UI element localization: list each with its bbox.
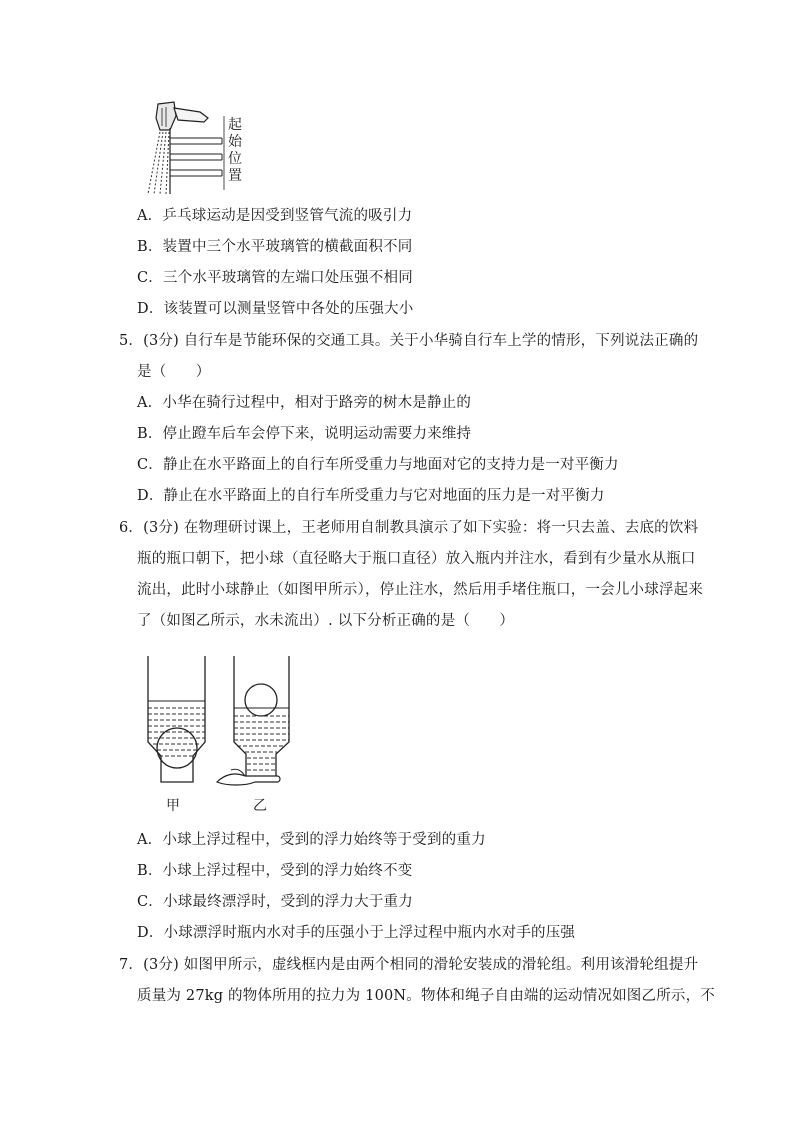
q6-option-c[interactable]: C．小球最终漂浮时，受到的浮力大于重力 bbox=[137, 894, 413, 910]
ball-icon bbox=[157, 728, 197, 768]
q6-option-b[interactable]: B．小球上浮过程中，受到的浮力始终不变 bbox=[137, 863, 413, 879]
q6-figure-jia bbox=[143, 656, 213, 786]
q6-figure-label-yi: 乙 bbox=[253, 798, 267, 814]
q4-option-c[interactable]: C．三个水平玻璃管的左端口处压强不相同 bbox=[137, 270, 413, 286]
q5-option-a[interactable]: A．小华在骑行过程中，相对于路旁的树木是静止的 bbox=[137, 395, 472, 411]
q4-option-a[interactable]: A．乒乓球运动是因受到竖管气流的吸引力 bbox=[137, 208, 413, 224]
q5-option-b[interactable]: B．停止蹬车后车会停下来，说明运动需要力来维持 bbox=[137, 426, 472, 442]
q6-stem-line-4: 了（如图乙所示，水未流出）. 以下分析正确的是（ ） bbox=[137, 613, 515, 629]
q4-option-b[interactable]: B．装置中三个水平玻璃管的横截面积不同 bbox=[137, 239, 413, 255]
q7-stem-line-1: 7．(3分) 如图甲所示，虚线框内是由两个相同的滑轮安装成的滑轮组。利用该滑轮组提升 bbox=[119, 957, 699, 973]
q6-stem-line-3: 流出，此时小球静止（如图甲所示），停止注水，然后用手堵住瓶口，一会儿小球浮起来 bbox=[137, 582, 704, 598]
ball-icon bbox=[245, 684, 277, 716]
q4-figure-label-2: 始 bbox=[228, 134, 242, 150]
q4-figure-label-1: 起 bbox=[228, 117, 242, 133]
q5-option-c[interactable]: C．静止在水平路面上的自行车所受重力与地面对它的支持力是一对平衡力 bbox=[137, 457, 619, 473]
q5-stem-line-2: 是（ ） bbox=[137, 364, 211, 380]
q6-option-a[interactable]: A．小球上浮过程中，受到的浮力始终等于受到的重力 bbox=[137, 832, 486, 848]
q4-figure-label-4: 置 bbox=[228, 168, 242, 184]
q6-stem-line-1: 6．(3分) 在物理研讨课上，王老师用自制教具演示了如下实验：将一只去盖、去底的饮料 bbox=[119, 520, 699, 536]
q7-stem-line-2: 质量为 27kg 的物体所用的拉力为 100N。物体和绳子自由端的运动情况如图乙所示，不 bbox=[137, 988, 716, 1004]
hand-icon bbox=[217, 774, 280, 785]
q5-stem-line-1: 5．(3分) 自行车是节能环保的交通工具。关于小华骑自行车上学的情形，下列说法正确的 bbox=[119, 333, 699, 349]
q6-stem-line-2: 瓶的瓶口朝下，把小球（直径略大于瓶口直径）放入瓶内并注水，看到有少量水从瓶口 bbox=[137, 551, 696, 567]
q6-figure-yi bbox=[215, 656, 295, 786]
q6-figure-label-jia: 甲 bbox=[166, 798, 180, 814]
q4-figure-label-3: 位 bbox=[228, 151, 242, 167]
q5-option-d[interactable]: D．静止在水平路面上的自行车所受重力与它对地面的压力是一对平衡力 bbox=[137, 488, 605, 504]
q6-option-d[interactable]: D．小球漂浮时瓶内水对手的压强小于上浮过程中瓶内水对手的压强 bbox=[137, 925, 576, 941]
q4-option-d[interactable]: D．该装置可以测量竖管中各处的压强大小 bbox=[137, 301, 414, 317]
